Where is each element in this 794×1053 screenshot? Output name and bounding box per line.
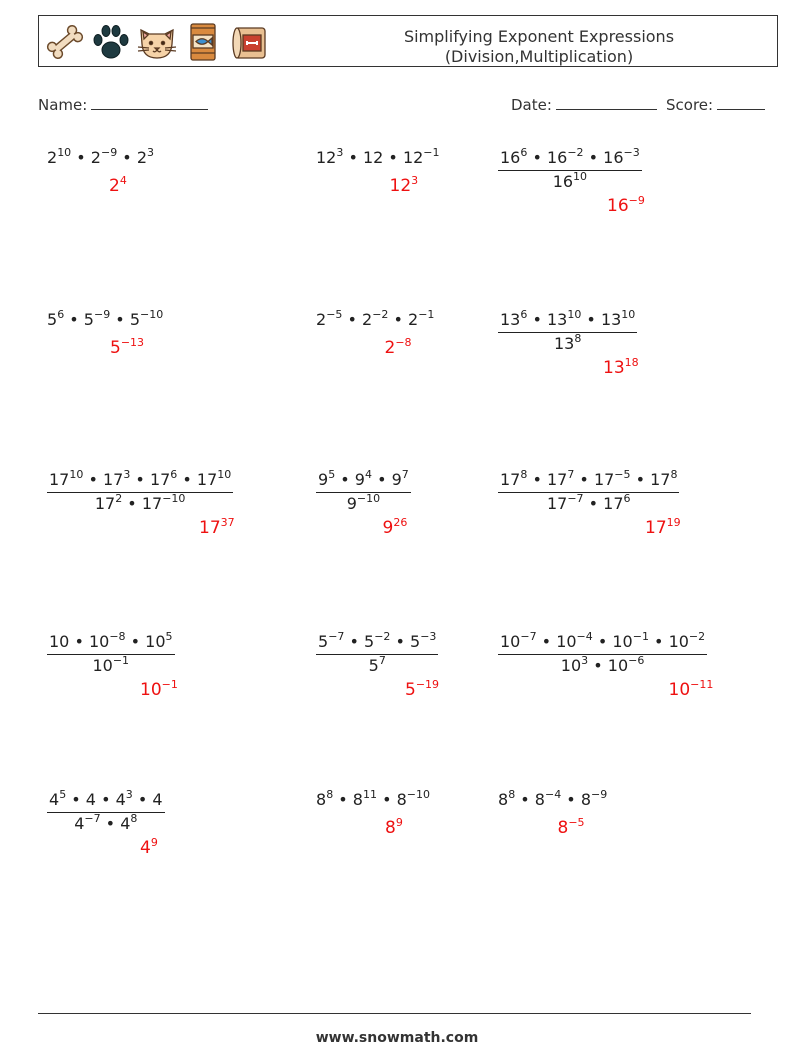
- exponent: −1: [632, 630, 649, 643]
- exponent: −10: [406, 788, 430, 801]
- power-term: [581, 790, 607, 809]
- fraction-bar: [316, 654, 438, 655]
- exponent: −1: [418, 308, 435, 321]
- fraction-bar: [498, 492, 679, 493]
- power-term: [608, 656, 645, 675]
- exponent: 6: [170, 468, 178, 481]
- power-term: [553, 172, 587, 191]
- power-term: [397, 790, 430, 809]
- numerator: $17^{10}$ • $17^3$ • $17^6$ • $17^{10}$: [49, 468, 232, 489]
- exponent: 6: [623, 492, 631, 505]
- exponent: −10: [162, 492, 186, 505]
- exponent: −9: [100, 146, 118, 159]
- answer: [607, 196, 645, 216]
- base: 16: [546, 148, 568, 167]
- exponent: −7: [520, 630, 537, 643]
- answer-base: 4: [140, 838, 151, 858]
- exponent: 8: [130, 812, 138, 825]
- exponent: −7: [84, 812, 101, 825]
- base: 17: [102, 470, 124, 489]
- base: 10: [612, 632, 633, 651]
- power-term: [554, 334, 581, 353]
- power-term: [103, 470, 130, 489]
- answer-exponent: 18: [624, 356, 639, 369]
- denominator: $17^{-7}$ • $17^6$: [546, 492, 631, 513]
- power-term: [347, 494, 380, 513]
- base: 12: [362, 148, 384, 167]
- base: 2: [47, 148, 58, 167]
- exponent: 8: [574, 332, 582, 345]
- denominator: [47, 656, 175, 676]
- power-term: [49, 470, 83, 489]
- answer-base: 9: [382, 518, 394, 538]
- power-term: [392, 470, 409, 489]
- exponent: 6: [520, 146, 528, 159]
- base: 8: [498, 790, 509, 809]
- exponent: 8: [508, 788, 516, 801]
- answer-exponent: −19: [415, 678, 440, 691]
- power-term: [92, 656, 129, 675]
- power-term: [362, 310, 388, 329]
- exponent: 10: [217, 468, 232, 481]
- power-term: [84, 310, 110, 329]
- name-label: Name:: [38, 96, 88, 114]
- power-term: [91, 148, 117, 167]
- answer-exponent: 4: [119, 174, 127, 187]
- base: 10: [556, 632, 577, 651]
- answer-base: 2: [109, 176, 120, 196]
- base: 2: [408, 310, 419, 329]
- exponent: 8: [520, 468, 528, 481]
- exponent: 6: [57, 308, 65, 321]
- date-label: Date:: [511, 96, 552, 114]
- power-term: [130, 310, 163, 329]
- base: 10: [560, 656, 582, 675]
- power-term: [197, 470, 231, 489]
- base: 5: [47, 310, 58, 329]
- numerator: $9^5$ • $9^4$ • $9^7$: [318, 468, 409, 489]
- fraction-bar: [47, 812, 165, 813]
- power-term: [318, 632, 344, 651]
- exponent: −1: [423, 146, 440, 159]
- answer-exponent: −13: [120, 336, 145, 349]
- base: 8: [316, 790, 327, 809]
- power-term: [49, 790, 66, 809]
- fraction: [47, 632, 175, 676]
- base: 10: [500, 632, 521, 651]
- base: 17: [49, 470, 70, 489]
- answer: [110, 338, 144, 358]
- exponent: −10: [140, 308, 164, 321]
- power-term: [316, 310, 342, 329]
- fraction: [498, 148, 642, 192]
- exponent: 4: [364, 468, 372, 481]
- power-term: [669, 632, 706, 651]
- power-term: [547, 494, 584, 513]
- power-term: [318, 470, 335, 489]
- power-term: [49, 632, 69, 651]
- base: 12: [316, 148, 337, 167]
- answer-base: 16: [607, 196, 629, 216]
- exponent: −2: [374, 630, 391, 643]
- exponent: 10: [57, 146, 72, 159]
- numerator: $10^{-7}$ • $10^{-4}$ • $10^{-1}$ • $10^{-2}$: [500, 630, 706, 651]
- bone-icon: [43, 20, 87, 64]
- base: 8: [580, 790, 591, 809]
- answer-base: 17: [199, 518, 221, 538]
- power-term: [316, 148, 343, 167]
- power-term: [594, 470, 631, 489]
- answer-exponent: 26: [393, 516, 408, 529]
- fish-food-bag-icon: [181, 20, 225, 64]
- base: 8: [534, 790, 545, 809]
- numerator: $16^6$ • $16^{-2}$ • $16^{-3}$: [500, 146, 640, 167]
- base: 4: [152, 790, 163, 809]
- base: 10: [49, 632, 70, 651]
- answer-base: 8: [557, 818, 569, 838]
- power-term: [500, 632, 537, 651]
- base: 10: [92, 656, 113, 675]
- exponent: 10: [567, 308, 582, 321]
- power-term: [408, 310, 434, 329]
- power-term: [561, 656, 588, 675]
- footer-divider: [38, 1013, 751, 1014]
- base: 5: [83, 310, 94, 329]
- power-term: [47, 148, 71, 167]
- denominator: [316, 656, 438, 676]
- exponent: 3: [123, 468, 131, 481]
- expression: $8^8$ • $8^{11}$ • $8^{-10}$: [316, 788, 430, 809]
- footer-url[interactable]: www.snowmath.com: [315, 1030, 479, 1046]
- answer-exponent: 9: [395, 816, 403, 829]
- power-term: [120, 814, 137, 833]
- answer-base: 10: [668, 680, 691, 700]
- exponent: −1: [112, 654, 130, 667]
- fraction: [498, 632, 707, 676]
- exponent: 2: [115, 492, 123, 505]
- base: 5: [318, 632, 329, 651]
- base: 9: [318, 470, 329, 489]
- base: 12: [402, 148, 424, 167]
- base: 13: [500, 310, 521, 329]
- exponent: −5: [614, 468, 631, 481]
- base: 9: [354, 470, 365, 489]
- answer-base: 10: [140, 680, 162, 700]
- power-term: [403, 148, 440, 167]
- power-term: [363, 148, 383, 167]
- base: 13: [553, 334, 575, 353]
- base: 8: [352, 790, 363, 809]
- power-term: [500, 310, 527, 329]
- answer: [558, 818, 585, 838]
- score-field[interactable]: [666, 93, 765, 115]
- base: 4: [115, 790, 126, 809]
- base: 5: [364, 632, 375, 651]
- exponent: −3: [623, 146, 640, 159]
- base: 10: [668, 632, 689, 651]
- base: 9: [391, 470, 402, 489]
- expression: $12^3$ • 12 • $12^{-1}$: [316, 146, 440, 167]
- exponent: 7: [401, 468, 409, 481]
- exponent: 5: [328, 468, 336, 481]
- base: 5: [368, 656, 379, 675]
- base: 16: [552, 172, 574, 191]
- expression: $5^6$ • $5^{-9}$ • $5^{-10}$: [47, 308, 164, 329]
- base: 2: [136, 148, 147, 167]
- base: 2: [316, 310, 327, 329]
- answer: [140, 838, 158, 858]
- fraction-bar: [47, 492, 233, 493]
- base: 4: [49, 790, 60, 809]
- answer: [140, 680, 178, 700]
- fraction-bar: [498, 654, 707, 655]
- fraction-bar: [498, 170, 642, 171]
- answer: [669, 680, 714, 700]
- answer-base: 5: [405, 680, 416, 700]
- exponent: 11: [362, 788, 377, 801]
- base: 4: [120, 814, 131, 833]
- answer-base: 13: [603, 358, 625, 378]
- exponent: 6: [520, 308, 528, 321]
- power-term: [547, 148, 584, 167]
- exponent: −2: [567, 146, 584, 159]
- exponent: −3: [420, 630, 437, 643]
- exponent: −9: [93, 308, 111, 321]
- exponent: −6: [628, 654, 645, 667]
- fraction-bar: [47, 654, 175, 655]
- power-term: [612, 632, 649, 651]
- power-term: [535, 790, 561, 809]
- worksheet-title: Simplifying Exponent Expressions: [403, 27, 675, 46]
- power-term: [86, 790, 96, 809]
- power-term: [353, 790, 377, 809]
- base: 17: [149, 470, 171, 489]
- score-label: Score:: [666, 96, 714, 114]
- exponent: 10: [573, 170, 588, 183]
- answer: [405, 680, 439, 700]
- answer: [603, 358, 639, 378]
- answer: [383, 518, 408, 538]
- answer: [199, 518, 235, 538]
- exponent: −2: [688, 630, 706, 643]
- fraction: [47, 470, 233, 514]
- base: 17: [603, 494, 624, 513]
- denominator: $17^2$ • $17^{-10}$: [94, 492, 186, 513]
- denominator: $4^{-7}$ • $4^8$: [74, 812, 138, 833]
- base: 17: [196, 470, 218, 489]
- power-term: [603, 494, 630, 513]
- exponent: −2: [372, 308, 389, 321]
- power-term: [47, 310, 64, 329]
- exponent: 7: [378, 654, 386, 667]
- fraction: [498, 470, 679, 514]
- exponent: 8: [670, 468, 678, 481]
- exponent: 8: [326, 788, 334, 801]
- answer: [109, 176, 127, 196]
- worksheet-header: [38, 15, 778, 67]
- exponent: −10: [356, 492, 381, 505]
- answer-base: 8: [385, 818, 396, 838]
- power-term: [316, 790, 333, 809]
- answer-exponent: 37: [220, 516, 235, 529]
- denominator: $10^3$ • $10^{-6}$: [560, 654, 645, 675]
- expression: $2^{-5}$ • $2^{-2}$ • $2^{-1}$: [316, 308, 435, 329]
- power-term: [650, 470, 677, 489]
- base: 8: [396, 790, 407, 809]
- base: 17: [650, 470, 671, 489]
- date-blank[interactable]: [556, 93, 657, 110]
- power-term: [89, 632, 126, 651]
- power-term: [547, 470, 574, 489]
- power-term: [498, 790, 515, 809]
- denominator: [498, 334, 637, 354]
- base: 9: [346, 494, 357, 513]
- pet-food-can-icon: [227, 20, 271, 64]
- base: 4: [85, 790, 96, 809]
- power-term: [369, 656, 386, 675]
- power-term: [152, 790, 162, 809]
- numerator: $13^6$ • $13^{10}$ • $13^{10}$: [500, 308, 636, 329]
- answer-base: 17: [645, 518, 667, 538]
- answer-exponent: 9: [150, 836, 158, 849]
- base: 13: [546, 310, 568, 329]
- answer-exponent: −1: [161, 678, 178, 691]
- expression: $8^8$ • $8^{-4}$ • $8^{-9}$: [498, 788, 608, 809]
- answer-exponent: 3: [411, 174, 419, 187]
- power-term: [137, 148, 154, 167]
- base: 5: [129, 310, 140, 329]
- base: 16: [500, 148, 521, 167]
- fraction: [498, 310, 637, 354]
- date-field[interactable]: [511, 93, 657, 115]
- numerator: $5^{-7}$ • $5^{-2}$ • $5^{-3}$: [318, 630, 437, 651]
- base: 17: [141, 494, 163, 513]
- base: 17: [94, 494, 116, 513]
- answer-exponent: −8: [395, 336, 412, 349]
- name-field[interactable]: [38, 93, 208, 115]
- power-term: [95, 494, 122, 513]
- score-blank[interactable]: [717, 93, 765, 110]
- fraction: [316, 632, 438, 676]
- numerator: $17^8$ • $17^7$ • $17^{-5}$ • $17^8$: [500, 468, 678, 489]
- answer-base: 5: [110, 338, 121, 358]
- denominator: [498, 172, 642, 192]
- power-term: [116, 790, 133, 809]
- power-term: [74, 814, 100, 833]
- power-term: [150, 470, 177, 489]
- base: 10: [88, 632, 110, 651]
- base: 5: [410, 632, 421, 651]
- exponent: 10: [621, 308, 636, 321]
- expression: $2^{10}$ • $2^{-9}$ • $2^3$: [47, 146, 154, 167]
- power-term: [500, 470, 527, 489]
- base: 17: [546, 494, 568, 513]
- answer-exponent: −5: [568, 816, 585, 829]
- exponent: −7: [328, 630, 345, 643]
- fraction-bar: [498, 332, 637, 333]
- fraction: [47, 790, 165, 834]
- base: 10: [145, 632, 166, 651]
- answer-exponent: −9: [628, 194, 645, 207]
- exponent: 3: [147, 146, 154, 159]
- exponent: −5: [326, 308, 343, 321]
- power-term: [145, 632, 172, 651]
- answer: [385, 338, 412, 358]
- numerator: $4^5$ • 4 • $4^3$ • 4: [49, 788, 163, 809]
- power-term: [601, 310, 635, 329]
- power-term: [142, 494, 186, 513]
- base: 10: [607, 656, 629, 675]
- exponent: −8: [109, 630, 126, 643]
- exponent: 10: [69, 468, 84, 481]
- name-blank[interactable]: [91, 93, 208, 110]
- base: 17: [500, 470, 521, 489]
- base: 2: [362, 310, 373, 329]
- exponent: −9: [591, 788, 608, 801]
- answer: [645, 518, 681, 538]
- base: 4: [74, 814, 85, 833]
- base: 13: [600, 310, 622, 329]
- exponent: −4: [576, 630, 593, 643]
- power-term: [410, 632, 436, 651]
- power-term: [500, 148, 527, 167]
- answer: [390, 176, 419, 196]
- cat-face-icon: [135, 20, 179, 64]
- power-term: [547, 310, 581, 329]
- base: 2: [90, 148, 101, 167]
- power-term: [355, 470, 372, 489]
- exponent: 5: [165, 630, 173, 643]
- exponent: 5: [59, 788, 67, 801]
- power-term: [603, 148, 640, 167]
- exponent: −7: [567, 492, 584, 505]
- exponent: −4: [544, 788, 562, 801]
- power-term: [556, 632, 593, 651]
- exponent: 3: [336, 146, 344, 159]
- answer-exponent: 19: [666, 516, 681, 529]
- denominator: [316, 494, 411, 514]
- answer-base: 2: [384, 338, 396, 358]
- answer: [385, 818, 403, 838]
- exponent: 7: [567, 468, 575, 481]
- base: 17: [593, 470, 615, 489]
- exponent: 3: [125, 788, 133, 801]
- exponent: 3: [581, 654, 589, 667]
- answer-exponent: −11: [690, 678, 714, 691]
- fraction: [316, 470, 411, 514]
- base: 17: [546, 470, 568, 489]
- worksheet-subtitle: (Division,Multiplication): [444, 47, 634, 66]
- answer-base: 12: [389, 176, 412, 196]
- numerator: 10 • $10^{-8}$ • $10^5$: [49, 630, 173, 651]
- paw-print-icon: [89, 20, 133, 64]
- power-term: [364, 632, 390, 651]
- base: 16: [603, 148, 624, 167]
